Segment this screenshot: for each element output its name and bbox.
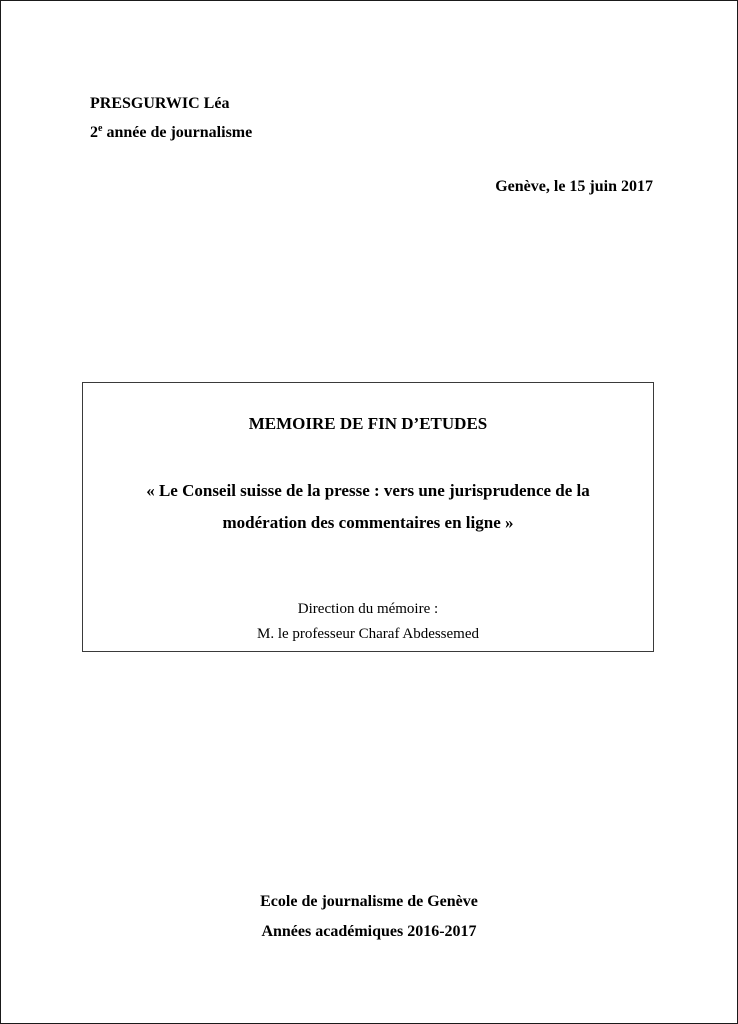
author-block xyxy=(90,89,252,147)
thesis-type: MEMOIRE DE FIN D’ETUDES xyxy=(248,414,488,433)
author-year xyxy=(90,118,252,147)
author-year-rest: année de journalisme xyxy=(102,124,253,141)
supervision-block xyxy=(83,597,653,647)
place-date: Genève, le 15 juin 2017 xyxy=(495,178,653,195)
supervisor-name: M. le professeur Charaf Abdessemed xyxy=(256,626,480,642)
thesis-title xyxy=(103,475,633,539)
school-name: Ecole de journalisme de Genève xyxy=(260,893,478,910)
author-year-number: 2 xyxy=(90,124,98,141)
thesis-title-line-1: « Le Conseil suisse de la presse : vers une jurisprudence de la xyxy=(146,481,590,500)
academic-years: Années académiques 2016-2017 xyxy=(261,923,477,940)
thesis-title-line-2: modération des commentaires en ligne » xyxy=(222,513,514,532)
supervision-label: Direction du mémoire : xyxy=(297,601,439,617)
thesis-box xyxy=(82,382,654,652)
author-name: PRESGURWIC Léa xyxy=(90,95,230,112)
school-block xyxy=(1,887,737,947)
author-year-suffix: e xyxy=(98,123,103,134)
